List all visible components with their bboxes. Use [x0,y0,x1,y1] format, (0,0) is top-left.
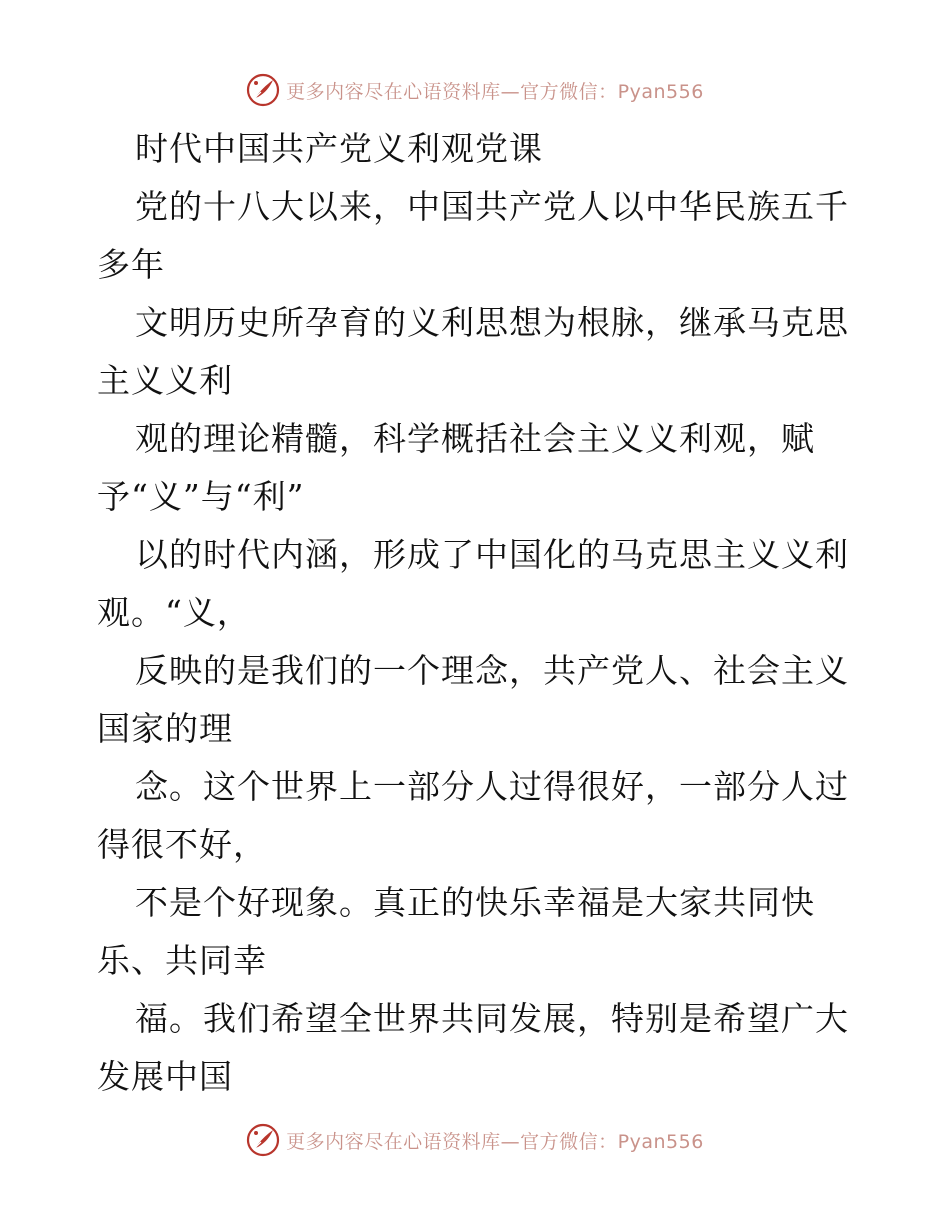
footer-banner [0,1118,950,1162]
quill-pen-logo-icon [246,1123,280,1157]
quill-pen-logo-icon [246,73,280,107]
paragraph-line: 多年 [97,245,165,284]
paragraph-line: 反映的是我们的一个理念，共产党人、社会主义 [135,651,849,690]
paragraph-line: 国家的理 [97,709,233,748]
paragraph-line: 念。这个世界上一部分人过得很好，一部分人过 [135,767,849,806]
header-banner-text: 更多内容尽在心语资料库—官方微信：Pyan556 [286,80,704,103]
paragraph-line: 主义义利 [97,361,233,400]
paragraph-line: 不是个好现象。真正的快乐幸福是大家共同快 [135,883,815,922]
paragraph-line: 予“义”与“利” [97,477,305,516]
footer-banner-text: 更多内容尽在心语资料库—官方微信：Pyan556 [286,1130,704,1153]
paragraph-line: 以的时代内涵，形成了中国化的马克思主义义利 [135,535,849,574]
header-banner [0,68,950,112]
paragraph-line: 发展中国 [97,1057,233,1096]
paragraph-line: 乐、共同幸 [97,941,267,980]
document-body [97,120,857,1106]
paragraph-line: 福。我们希望全世界共同发展，特别是希望广大 [135,999,849,1038]
paragraph-line: 观的理论精髓，科学概括社会主义义利观，赋 [135,419,815,458]
paragraph-line: 得很不好， [97,825,267,864]
paragraph-line: 文明历史所孕育的义利思想为根脉，继承马克思 [135,303,849,342]
paragraph-line: 党的十八大以来，中国共产党人以中华民族五千 [135,187,849,226]
paragraph-line: 观。“义， [97,593,251,632]
document-title: 时代中国共产党义利观党课 [135,129,543,168]
